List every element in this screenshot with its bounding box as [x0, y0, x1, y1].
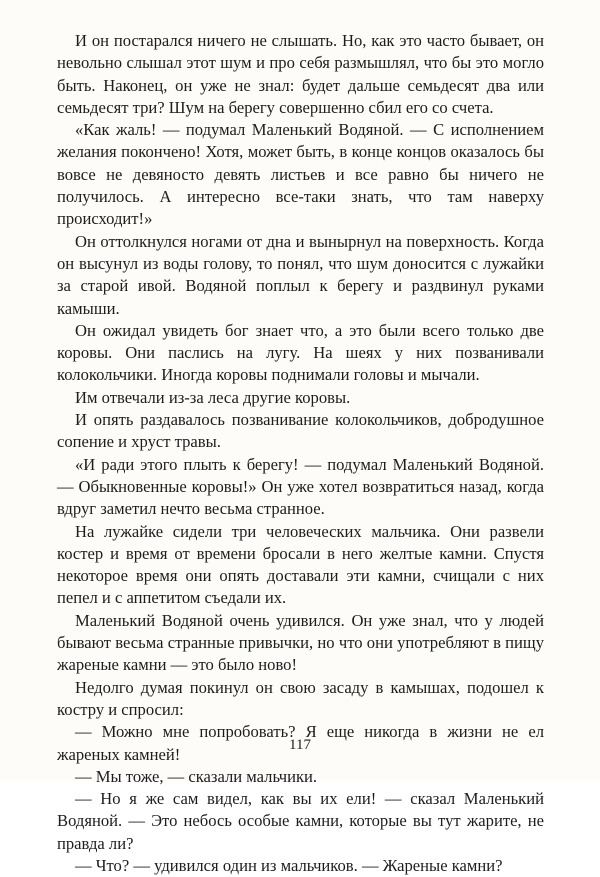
- paragraph: — Но я же сам видел, как вы их ели! — сказал Маленький Водяной. — Это небось особые камни, которые вы тут жарите, не правда ли?: [57, 789, 544, 853]
- page-number: 117: [289, 737, 311, 753]
- paragraph: Маленький Водяной очень удивился. Он уже знал, что у людей бывают весьма странные привычки, но что они употребляют в пищу жареные камни — это было ново!: [57, 610, 544, 675]
- paragraph: И он постарался ничего не слышать. Но, как это часто бывает, он невольно слышал этот шум и про себя размышлял, что бы это могло быть. Наконец, он уже не знал: будет дальше семьдесят два или семьдесят три? Шум на берегу совершенно сбил его со счета.: [57, 31, 544, 117]
- paragraph: Недолго думая покинул он свою засаду в камышах, подошел к костру и спросил:: [57, 677, 544, 719]
- paragraph: На лужайке сидели три человеческих мальчика. Они развели костер и время от времени бросали в него желтые камни. Спустя некоторое время они опять доставали эти камни, счищали с них пепел и с аппетитом съедали их.: [57, 521, 544, 608]
- paragraph: И опять раздавалось позванивание колокольчиков, добродушное сопение и хруст травы.: [57, 410, 544, 452]
- paragraph: Он оттолкнулся ногами от дна и вынырнул на поверхность. Когда он высунул из воды голову, то понял, что шум доносится с лужайки за старой ивой. Водяной поплыл к берегу и раздвинул руками камыши.: [57, 231, 544, 318]
- paragraph: Он ожидал увидеть бог знает что, а это были всего только две коровы. Они паслись на лугу. На шеях у них позванивали колокольчики. Иногда коровы поднимали головы и мычали.: [57, 320, 544, 385]
- paragraph: Им отвечали из-за леса другие коровы.: [75, 387, 351, 407]
- paragraph: «И ради этого плыть к берегу! — подумал Маленький Водяной. — Обыкновенные коровы!» Он уже хотел возвратиться назад, когда вдруг заметил нечто весьма странное.: [57, 454, 544, 519]
- paragraph: — Что? — удивился один из мальчиков. — Жареные камни?: [75, 855, 503, 875]
- paragraph: — Мы тоже, — сказали мальчики.: [75, 766, 318, 786]
- paragraph: — Можно мне попробовать? Я еще никогда в жизни не ел жареных камней!: [57, 722, 544, 764]
- paragraph: «Как жаль! — подумал Маленький Водяной. — С исполнением желания покончено! Хотя, может быть, в конце концов оказалось бы вовсе не девяносто девять листьев и все равно бы ничего не получилось. А интересно все-таки знать, что там наверху происходит!»: [57, 120, 544, 229]
